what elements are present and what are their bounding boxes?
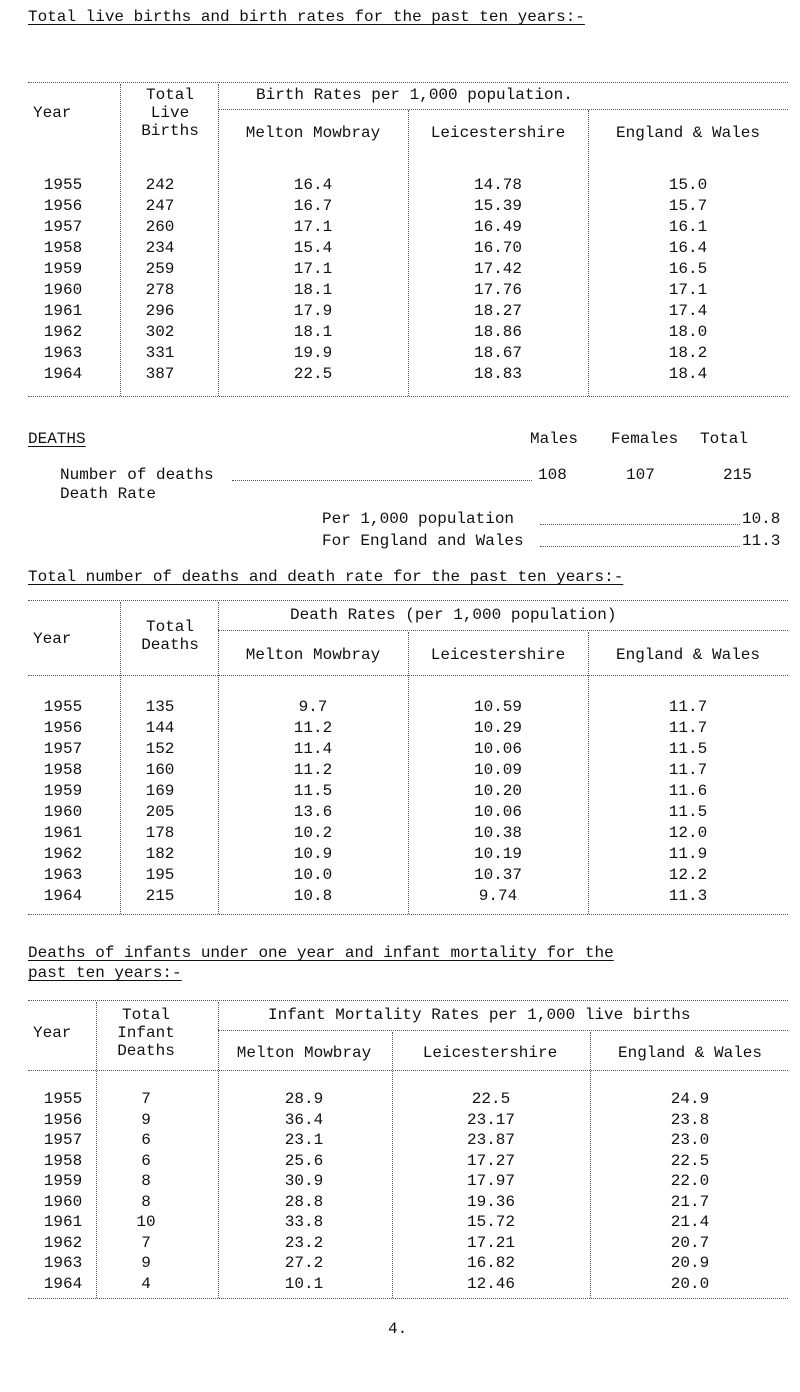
births-year-header: Year bbox=[33, 104, 72, 122]
table-cell: 24.9 bbox=[670, 1090, 710, 1108]
table-cell: 1956 bbox=[43, 1110, 83, 1129]
table-row bbox=[0, 218, 800, 238]
table-cell: 10.09 bbox=[473, 761, 522, 779]
table-cell: 11.2 bbox=[293, 719, 333, 737]
births-total-header-1: Total bbox=[145, 86, 194, 104]
infants-col-melton: Melton Mowbray bbox=[236, 1044, 372, 1062]
table-cell: 331 bbox=[145, 344, 175, 362]
infants-total-header-2: Infant bbox=[117, 1024, 175, 1042]
table-cell: 10.59 bbox=[473, 698, 522, 716]
infants-total-header-3: Deaths bbox=[117, 1042, 175, 1060]
table-cell: 22.5 bbox=[670, 1151, 710, 1170]
births-group-rule bbox=[218, 109, 788, 110]
table-cell: 8 bbox=[141, 1192, 151, 1211]
table-cell: 1960 bbox=[43, 1192, 83, 1211]
table-row bbox=[0, 1111, 800, 1131]
england-rate-label: For England and Wales bbox=[322, 532, 524, 550]
table-cell: 12.0 bbox=[668, 824, 708, 842]
table-cell: 18.83 bbox=[473, 365, 522, 383]
table-row bbox=[0, 1172, 800, 1192]
births-top-rule bbox=[28, 82, 788, 83]
table-cell: 23.2 bbox=[284, 1233, 324, 1252]
table-row bbox=[0, 782, 800, 802]
table-row bbox=[0, 239, 800, 259]
deaths-col-melton: Melton Mowbray bbox=[245, 646, 381, 664]
table-cell: 296 bbox=[145, 302, 175, 320]
table-cell: 10.0 bbox=[293, 866, 333, 884]
deaths-year-header: Year bbox=[33, 630, 72, 648]
table-row bbox=[0, 887, 800, 907]
leader-1 bbox=[232, 480, 532, 481]
table-cell: 25.6 bbox=[284, 1151, 324, 1170]
table-cell: 17.4 bbox=[668, 302, 708, 320]
table-cell: 22.5 bbox=[293, 365, 333, 383]
table-cell: 7 bbox=[141, 1090, 151, 1108]
infants-header-rule bbox=[28, 1070, 788, 1071]
table-cell: 178 bbox=[145, 824, 175, 842]
table-cell: 17.1 bbox=[668, 281, 708, 299]
table-row bbox=[0, 1275, 800, 1295]
page-number: 4. bbox=[388, 1320, 408, 1338]
table-cell: 1959 bbox=[43, 782, 83, 800]
table-cell: 135 bbox=[145, 698, 175, 716]
table-cell: 1962 bbox=[43, 323, 83, 341]
table-cell: 15.7 bbox=[668, 197, 708, 215]
table-row bbox=[0, 344, 800, 364]
table-cell: 18.1 bbox=[293, 323, 333, 341]
table-row bbox=[0, 803, 800, 823]
table-cell: 7 bbox=[141, 1233, 151, 1252]
deaths-col-females: Females bbox=[611, 430, 679, 448]
table-cell: 12.2 bbox=[668, 866, 708, 884]
table-cell: 18.1 bbox=[293, 281, 333, 299]
table-cell: 16.4 bbox=[293, 176, 333, 194]
table-cell: 1959 bbox=[43, 1172, 83, 1190]
table-cell: 1955 bbox=[43, 1090, 83, 1108]
table-cell: 10.1 bbox=[284, 1274, 324, 1293]
table-cell: 387 bbox=[145, 365, 175, 383]
table-cell: 18.86 bbox=[473, 323, 522, 341]
table-cell: 17.1 bbox=[293, 218, 333, 236]
deaths-females-value: 107 bbox=[626, 466, 655, 484]
table-row bbox=[0, 323, 800, 343]
table-row bbox=[0, 365, 800, 385]
infants-group-header: Infant Mortality Rates per 1,000 live births bbox=[268, 1006, 691, 1024]
table-cell: 20.7 bbox=[670, 1233, 710, 1252]
table-cell: 195 bbox=[145, 866, 175, 884]
table-cell: 15.0 bbox=[668, 176, 708, 194]
deaths-col-males: Males bbox=[530, 430, 579, 448]
table-cell: 10 bbox=[136, 1213, 156, 1231]
table-cell: 8 bbox=[141, 1172, 151, 1190]
number-of-deaths-label: Number of deaths bbox=[60, 466, 214, 484]
deaths-title: Total number of deaths and death rate for the past ten years:- bbox=[28, 568, 624, 586]
table-cell: 14.78 bbox=[473, 176, 522, 194]
table-cell: 17.9 bbox=[293, 302, 333, 320]
table-row bbox=[0, 1152, 800, 1172]
table-cell: 6 bbox=[141, 1151, 151, 1170]
table-row bbox=[0, 302, 800, 322]
table-cell: 15.4 bbox=[293, 239, 333, 257]
table-cell: 21.7 bbox=[670, 1192, 710, 1211]
table-cell: 1963 bbox=[43, 1254, 83, 1272]
table-cell: 17.27 bbox=[466, 1151, 515, 1170]
table-cell: 18.27 bbox=[473, 302, 522, 320]
table-cell: 1958 bbox=[43, 239, 83, 257]
table-cell: 23.8 bbox=[670, 1110, 710, 1129]
table-cell: 15.72 bbox=[466, 1213, 515, 1231]
table-cell: 10.20 bbox=[473, 782, 522, 800]
table-row bbox=[0, 260, 800, 280]
table-cell: 1959 bbox=[43, 260, 83, 278]
table-cell: 11.7 bbox=[668, 761, 708, 779]
table-cell: 16.5 bbox=[668, 260, 708, 278]
table-cell: 9.74 bbox=[478, 887, 518, 905]
deaths-header-rule bbox=[28, 675, 788, 676]
table-cell: 17.1 bbox=[293, 260, 333, 278]
england-rate-value: 11.3 bbox=[742, 532, 781, 550]
table-cell: 19.36 bbox=[466, 1192, 515, 1211]
table-cell: 17.76 bbox=[473, 281, 522, 299]
table-cell: 21.4 bbox=[670, 1213, 710, 1231]
table-cell: 1962 bbox=[43, 845, 83, 863]
table-cell: 1955 bbox=[43, 698, 83, 716]
table-cell: 22.0 bbox=[670, 1172, 710, 1190]
table-cell: 1963 bbox=[43, 344, 83, 362]
table-row bbox=[0, 845, 800, 865]
infants-col-leics: Leicestershire bbox=[422, 1044, 558, 1062]
table-cell: 1957 bbox=[43, 1131, 83, 1149]
table-cell: 12.46 bbox=[466, 1274, 515, 1293]
table-cell: 1957 bbox=[43, 218, 83, 236]
table-row bbox=[0, 1193, 800, 1213]
table-cell: 10.19 bbox=[473, 845, 522, 863]
table-cell: 16.70 bbox=[473, 239, 522, 257]
table-cell: 1957 bbox=[43, 740, 83, 758]
table-cell: 23.1 bbox=[284, 1131, 324, 1149]
table-cell: 18.0 bbox=[668, 323, 708, 341]
table-cell: 1962 bbox=[43, 1233, 83, 1252]
table-cell: 10.06 bbox=[473, 740, 522, 758]
table-cell: 17.42 bbox=[473, 260, 522, 278]
table-cell: 19.9 bbox=[293, 344, 333, 362]
per-pop-value: 10.8 bbox=[742, 510, 781, 528]
table-row bbox=[0, 1090, 800, 1110]
table-cell: 9.7 bbox=[298, 698, 328, 716]
table-cell: 11.7 bbox=[668, 698, 708, 716]
births-title: Total live births and birth rates for the past ten years:- bbox=[28, 8, 585, 26]
table-cell: 16.49 bbox=[473, 218, 522, 236]
table-cell: 9 bbox=[141, 1110, 151, 1129]
table-cell: 1961 bbox=[43, 302, 83, 320]
table-cell: 1964 bbox=[43, 365, 83, 383]
infants-bottom-rule bbox=[28, 1298, 788, 1299]
deaths-bottom-rule bbox=[28, 914, 788, 915]
table-cell: 23.0 bbox=[670, 1131, 710, 1149]
table-cell: 4 bbox=[141, 1274, 151, 1293]
table-cell: 20.0 bbox=[670, 1274, 710, 1293]
table-cell: 1964 bbox=[43, 1274, 83, 1293]
table-row bbox=[0, 1131, 800, 1151]
table-cell: 16.4 bbox=[668, 239, 708, 257]
table-cell: 18.67 bbox=[473, 344, 522, 362]
table-cell: 22.5 bbox=[471, 1090, 511, 1108]
table-cell: 144 bbox=[145, 719, 175, 737]
table-row bbox=[0, 824, 800, 844]
table-cell: 23.87 bbox=[466, 1131, 515, 1149]
table-cell: 1956 bbox=[43, 719, 83, 737]
deaths-males-value: 108 bbox=[538, 466, 567, 484]
table-cell: 205 bbox=[145, 803, 175, 821]
table-row bbox=[0, 1254, 800, 1274]
table-cell: 215 bbox=[145, 887, 175, 905]
leader-3 bbox=[540, 546, 740, 547]
death-rate-label: Death Rate bbox=[60, 485, 157, 503]
table-cell: 1960 bbox=[43, 281, 83, 299]
table-cell: 1956 bbox=[43, 197, 83, 215]
births-col-england: England & Wales bbox=[615, 124, 761, 142]
table-cell: 18.4 bbox=[668, 365, 708, 383]
table-cell: 15.39 bbox=[473, 197, 522, 215]
table-cell: 11.5 bbox=[668, 740, 708, 758]
per-pop-label: Per 1,000 population bbox=[322, 510, 515, 528]
table-cell: 10.8 bbox=[293, 887, 333, 905]
table-cell: 11.4 bbox=[293, 740, 333, 758]
births-col-leics: Leicestershire bbox=[430, 124, 566, 142]
table-cell: 242 bbox=[145, 176, 175, 194]
table-cell: 13.6 bbox=[293, 803, 333, 821]
table-row bbox=[0, 281, 800, 301]
deaths-group-header: Death Rates (per 1,000 population) bbox=[290, 606, 617, 624]
table-cell: 1963 bbox=[43, 866, 83, 884]
table-cell: 1961 bbox=[43, 1213, 83, 1231]
table-cell: 1961 bbox=[43, 824, 83, 842]
infants-group-rule bbox=[218, 1030, 788, 1031]
table-row bbox=[0, 176, 800, 196]
births-total-header-2: Live bbox=[150, 104, 190, 122]
table-cell: 18.2 bbox=[668, 344, 708, 362]
table-cell: 160 bbox=[145, 761, 175, 779]
table-row bbox=[0, 740, 800, 760]
table-cell: 33.8 bbox=[284, 1213, 324, 1231]
table-cell: 278 bbox=[145, 281, 175, 299]
table-row bbox=[0, 719, 800, 739]
table-cell: 28.8 bbox=[284, 1192, 324, 1211]
deaths-group-rule bbox=[218, 630, 788, 631]
table-cell: 11.5 bbox=[293, 782, 333, 800]
deaths-total-value: 215 bbox=[723, 466, 752, 484]
table-cell: 10.9 bbox=[293, 845, 333, 863]
births-group-header: Birth Rates per 1,000 population. bbox=[256, 86, 573, 104]
table-cell: 16.7 bbox=[293, 197, 333, 215]
table-cell: 17.21 bbox=[466, 1233, 515, 1252]
births-col-melton: Melton Mowbray bbox=[245, 124, 381, 142]
table-cell: 10.06 bbox=[473, 803, 522, 821]
table-cell: 10.37 bbox=[473, 866, 522, 884]
births-total-header-3: Births bbox=[141, 122, 199, 140]
table-row bbox=[0, 197, 800, 217]
table-cell: 30.9 bbox=[284, 1172, 324, 1190]
infants-title-1: Deaths of infants under one year and infant mortality for the bbox=[28, 944, 614, 962]
table-cell: 17.97 bbox=[466, 1172, 515, 1190]
table-cell: 11.3 bbox=[668, 887, 708, 905]
table-row bbox=[0, 866, 800, 886]
table-cell: 16.1 bbox=[668, 218, 708, 236]
table-cell: 6 bbox=[141, 1131, 151, 1149]
table-cell: 10.2 bbox=[293, 824, 333, 842]
table-cell: 1960 bbox=[43, 803, 83, 821]
table-cell: 169 bbox=[145, 782, 175, 800]
infants-col-england: England & Wales bbox=[617, 1044, 763, 1062]
deaths-col-england: England & Wales bbox=[615, 646, 761, 664]
table-cell: 302 bbox=[145, 323, 175, 341]
table-cell: 23.17 bbox=[466, 1110, 515, 1129]
table-row bbox=[0, 698, 800, 718]
infants-top-rule bbox=[28, 1000, 788, 1001]
table-cell: 10.29 bbox=[473, 719, 522, 737]
table-cell: 11.2 bbox=[293, 761, 333, 779]
table-cell: 20.9 bbox=[670, 1254, 710, 1272]
table-cell: 16.82 bbox=[466, 1254, 515, 1272]
births-bottom-rule bbox=[28, 396, 788, 397]
table-cell: 182 bbox=[145, 845, 175, 863]
table-cell: 1964 bbox=[43, 887, 83, 905]
table-row bbox=[0, 761, 800, 781]
table-cell: 152 bbox=[145, 740, 175, 758]
infants-year-header: Year bbox=[33, 1024, 72, 1042]
deaths-total-header-1: Total bbox=[145, 618, 194, 636]
deaths-total-header-2: Deaths bbox=[141, 636, 199, 654]
table-cell: 28.9 bbox=[284, 1090, 324, 1108]
table-cell: 1955 bbox=[43, 176, 83, 194]
table-row bbox=[0, 1213, 800, 1233]
leader-2 bbox=[540, 524, 740, 525]
table-cell: 260 bbox=[145, 218, 175, 236]
table-cell: 11.7 bbox=[668, 719, 708, 737]
table-cell: 10.38 bbox=[473, 824, 522, 842]
table-cell: 247 bbox=[145, 197, 175, 215]
table-cell: 1958 bbox=[43, 761, 83, 779]
table-cell: 259 bbox=[145, 260, 175, 278]
infants-title-2: past ten years:- bbox=[28, 964, 182, 982]
table-cell: 11.5 bbox=[668, 803, 708, 821]
deaths-col-leics: Leicestershire bbox=[430, 646, 566, 664]
deaths-top-rule bbox=[28, 600, 788, 601]
table-cell: 1958 bbox=[43, 1151, 83, 1170]
table-cell: 36.4 bbox=[284, 1110, 324, 1129]
table-cell: 234 bbox=[145, 239, 175, 257]
deaths-col-total: Total bbox=[700, 430, 749, 448]
table-cell: 11.9 bbox=[668, 845, 708, 863]
table-cell: 27.2 bbox=[284, 1254, 324, 1272]
infants-total-header-1: Total bbox=[121, 1006, 170, 1024]
table-row bbox=[0, 1234, 800, 1254]
deaths-heading: DEATHS bbox=[28, 430, 86, 448]
table-cell: 11.6 bbox=[668, 782, 708, 800]
table-cell: 9 bbox=[141, 1254, 151, 1272]
